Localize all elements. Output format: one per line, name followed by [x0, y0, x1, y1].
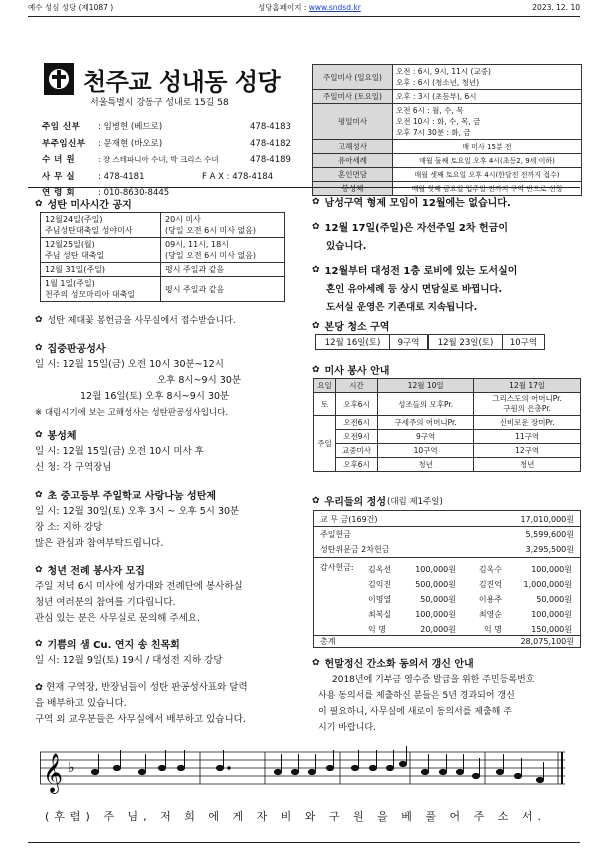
service-team: 10구역 [378, 444, 474, 458]
offering-label: 교 무 금(169건) [320, 515, 378, 524]
flat-sign-icon: ♭ [68, 760, 75, 776]
service-team-line: 그리스도의 어머니Pr. [492, 394, 562, 403]
donor-row [368, 592, 576, 607]
schedule-feast: 주님 성탄 대축일 [45, 251, 105, 260]
schedule-time: 09시, 11시, 18시 [165, 240, 229, 249]
donor-amount: 100,000원 [415, 610, 456, 619]
sunday-school-line: 일 시: 12월 30일(토) 오후 3시 ~ 오후 5시 30분 [35, 506, 240, 517]
service-header: 12월 10일 [378, 379, 474, 393]
note-head [91, 769, 98, 774]
schedule-feast: 천주의 성모마리아 대축일 [45, 290, 136, 299]
christmas-mass-section [35, 196, 300, 211]
bottom-rule [28, 842, 580, 843]
flower-icon: ✿ [312, 495, 320, 506]
service-team [474, 393, 581, 416]
donor-name: 김옥수 [478, 565, 502, 574]
altar-flower-note [35, 313, 300, 326]
volunteer-line: 관심 있는 분은 사무실로 문의해 주세요. [35, 613, 200, 624]
service-team: 신비로운 장미Pr. [474, 416, 581, 430]
penance-line: 12월 16일(토) 오후 8시~9시 30분 [80, 391, 230, 402]
calendar-line: 현재 구역장, 반장님들이 성탄 판공성사표와 달력 [46, 682, 248, 693]
notice-text: 혼인 유아세례 등 상시 면담실로 바뀝니다. [326, 284, 503, 295]
volunteer-line: 주일 저녁 6시 미사에 성가대와 전례단에 봉사하실 [35, 581, 243, 592]
header-divider [28, 187, 580, 188]
penance-title: 판공성사 [66, 344, 106, 355]
home-communion-label: 봉성체 [313, 182, 393, 196]
offering-subtitle: (대림 제1주일) [387, 496, 443, 507]
donor-row [368, 562, 576, 577]
note-head [369, 765, 376, 770]
staff-value: : 010-8630-8445 [98, 188, 170, 198]
service-header: 12월 17일 [474, 379, 581, 393]
right-notices [312, 194, 580, 313]
consent-line: 시기 바랍니다. [318, 723, 376, 733]
calendar-line: 을 배부하고 있습니다. [35, 698, 127, 709]
donor-name: 이용주 [478, 595, 502, 604]
infant-baptism-label: 유아세례 [313, 154, 393, 168]
cleaning-group: 9구역 [390, 335, 428, 350]
cleaning-group: 10구역 [503, 335, 545, 350]
note-head [496, 769, 503, 774]
donor-amount: 50,000원 [536, 595, 572, 604]
offering-total-amount: 28,075,100원 [520, 637, 574, 646]
offering-section [312, 493, 580, 508]
schedule-date-cell [41, 238, 161, 263]
christmas-schedule-table [40, 212, 285, 302]
saturday-mass-label: 주일미사 (토요일) [313, 90, 393, 104]
donor-name: 김옥선 [368, 565, 392, 574]
notice-text: 있습니다. [326, 241, 367, 252]
schedule-date-cell [41, 277, 161, 302]
sunday-mass-times [393, 65, 582, 90]
home-communion-section [35, 427, 300, 476]
service-team: 12구역 [474, 444, 581, 458]
treble-clef-icon: 𝄞 [43, 753, 64, 793]
homepage-label: 성당홈페이지 : [258, 2, 307, 12]
staff-label: 부주임신부 [42, 138, 86, 149]
schedule-time-cell [161, 238, 285, 263]
note-head [177, 765, 184, 770]
service-time: 오후6시 [336, 458, 378, 472]
communion-title: 봉성체 [47, 431, 77, 442]
penance-note: ※ 대림시기에 보는 고해성사는 성탄판공성사입니다. [35, 408, 229, 418]
flower-icon: ✿ [35, 429, 43, 440]
hymn-lyrics: (후렴) 주 님, 저 희 에 게 자 비 와 구 원 을 베 풀 어 주 소 서. [45, 810, 547, 823]
top-bar [28, 0, 580, 14]
flower-icon: ✿ [35, 198, 43, 209]
penance-title-prefix: 집중 [47, 344, 67, 355]
communion-line: 신 청: 각 구역장님 [35, 462, 112, 473]
offering-divider [314, 557, 580, 558]
donor-amount: 20,000원 [420, 625, 456, 634]
sunday-school-title: 초 중고등부 주일학교 사랑나눔 성탄제 [47, 491, 217, 502]
staff-row [42, 136, 304, 153]
offering-amount: 17,010,000원 [520, 515, 574, 524]
donor-name: 김익진 [368, 580, 392, 589]
church-logo-icon [43, 62, 75, 96]
consent-line: 2018년에 기부금 영수증 발급을 위한 주민등록번호 [332, 675, 535, 685]
cleaning-date: 12월 23일(토) [429, 335, 503, 350]
calendar-section [35, 680, 300, 728]
joy-gathering-section [35, 636, 300, 669]
staff-label: 연 령 회 [42, 188, 76, 198]
consent-line: 이 필요하니, 사무실에 새로이 동의서를 제출해 주 [318, 707, 512, 717]
offering-total-label: 총계 [320, 637, 336, 646]
flower-icon: ✿ [312, 196, 320, 207]
staff-list [42, 119, 304, 202]
weekday-mass-label: 평일미사 [313, 104, 393, 140]
service-header: 시간 [336, 379, 378, 393]
flower-icon: ✿ [312, 221, 320, 232]
note-head [326, 765, 333, 770]
service-day: 토 [314, 393, 336, 416]
service-time: 오전9시 [336, 430, 378, 444]
service-day: 주일 [314, 416, 336, 472]
schedule-date-cell [41, 213, 161, 238]
notice-text: 12월 17일(주일)은 자선주일 2차 헌금이 [324, 223, 508, 234]
staff-tel: 478-4182 [250, 138, 291, 149]
flower-icon: ✿ [35, 314, 43, 325]
communion-line: 일 시: 12월 15일(금) 오전 10시 미사 후 [35, 446, 204, 457]
staff-value: : 문재현 (바오로) [98, 138, 163, 149]
staff-value: : 임병헌 (베드로) [98, 122, 163, 132]
donor-amount: 50,000원 [420, 595, 456, 604]
staff-tel: 478-4189 [250, 155, 291, 165]
music-staff [40, 744, 565, 794]
service-header: 요일 [314, 379, 336, 393]
flower-icon: ✿ [35, 638, 43, 649]
schedule-time: 20시 미사 [165, 215, 201, 224]
offering-label: 성탄위문금 2차헌금 [320, 545, 390, 554]
note-head [216, 765, 223, 770]
infant-baptism-value: 매월 둘째 토요일 오후 4시(초등2, 9세 이하) [393, 154, 582, 168]
service-team: 청년 [378, 458, 474, 472]
altar-flower-text: 성탄 제대꽃 봉헌금을 사무실에서 접수받습니다. [47, 316, 236, 326]
homepage-link[interactable]: www.sndsd.kr [308, 2, 361, 12]
donor-amount: 100,000원 [531, 565, 572, 574]
notice-text: 남성구역 형제 모임이 12월에는 없습니다. [324, 198, 511, 209]
joy-line: 일 시: 12월 9일(토) 19시 / 대성전 지하 강당 [35, 655, 223, 666]
cleaning-date: 12월 16일(토) [316, 335, 390, 350]
schedule-date-cell: 12월 31일(주일) [41, 263, 161, 277]
staff-row [42, 119, 304, 136]
sunday-mass-label: 주일미사 (일요일) [313, 65, 393, 90]
donor-amount: 100,000원 [531, 610, 572, 619]
service-team: 9구역 [378, 430, 474, 444]
note-head [472, 773, 479, 778]
service-team: 성조들의 모후Pr. [378, 393, 474, 416]
confession-value: 매 미사 15분 전 [393, 140, 582, 154]
note-head [274, 769, 281, 774]
donor-amount: 150,000원 [531, 625, 572, 634]
schedule-time-cell: 평시 주일과 같음 [161, 277, 285, 302]
note-head [386, 765, 393, 770]
staff-tel: 478-4183 [250, 122, 291, 132]
section-title [35, 196, 300, 211]
consent-section [312, 655, 580, 736]
cleaning-table [315, 334, 545, 350]
offering-amount: 3,295,500원 [525, 545, 574, 554]
flower-icon: ✿ [312, 364, 320, 375]
staff-value: : 장 스테파니아 수녀, 박 크리스 수녀 [98, 155, 219, 164]
weekday-mass-line: 오전 10시 : 화, 수, 목, 금 [396, 117, 481, 126]
volunteer-title: 청년 전례 봉사자 모집 [47, 566, 145, 577]
donor-label: 감사헌금: [320, 563, 354, 572]
staff-row [42, 169, 304, 186]
home-communion-value: 매월 첫째 금요일 입주일 전까지 구역 반으로 신청 [393, 182, 582, 196]
homepage-info [258, 2, 361, 13]
christmas-title: 성탄 미사시간 공지 [47, 200, 132, 211]
staff-label: 사 무 실 [42, 171, 76, 182]
schedule-note: (당일 오전 6시 미사 없음) [165, 226, 257, 235]
schedule-note: (당일 오전 6시 미사 없음) [165, 251, 257, 260]
staff-value: : 478-4181 [98, 171, 145, 182]
staff-row [42, 152, 304, 169]
music-notes [91, 746, 543, 783]
donor-amount: 500,000원 [415, 580, 456, 589]
saturday-mass-times: 오후 : 3시 (초등부), 6시 [393, 90, 582, 104]
top-rule [28, 16, 580, 17]
donor-name: 최복실 [368, 610, 392, 619]
flower-icon: ✿ [35, 564, 43, 575]
offering-amount: 5,599,600원 [525, 530, 574, 539]
weekday-mass-line: 오후 7시 30분 : 화, 금 [396, 128, 471, 137]
donor-list [368, 562, 576, 637]
schedule-date: 12월25일(월) [45, 240, 95, 249]
sunday-school-section [35, 487, 300, 552]
schedule-time-cell [161, 213, 285, 238]
donor-name: 익 명 [484, 625, 502, 634]
confession-label: 고해성사 [313, 140, 393, 154]
note-head [536, 777, 543, 782]
service-team: 청년 [474, 458, 581, 472]
note-head [439, 769, 446, 774]
donor-name: 김진억 [478, 580, 502, 589]
sunday-school-line: 장 소: 지하 강당 [35, 522, 103, 533]
cleaning-title: 본당 청소 구역 [324, 322, 390, 333]
note-head [308, 769, 315, 774]
notice-text: 도서실 운영은 기존대로 지속됩니다. [326, 302, 478, 313]
church-title: 천주교 성내동 성당 [83, 68, 281, 96]
weekday-mass-line: 오전 6시 : 월, 수, 목 [396, 106, 464, 115]
schedule-feast: 주님성탄대축일 성야미사 [45, 226, 133, 235]
note-head [113, 765, 120, 770]
note-head [351, 765, 358, 770]
marriage-interview-value: 매월 셋째 토요일 오후 4시(한달전 전까지 접수) [393, 168, 582, 182]
flower-icon: ✿ [312, 657, 320, 668]
staff-fax: F A X : 478-4184 [202, 171, 274, 182]
donor-row [368, 607, 576, 622]
service-time: 오후6시 [336, 393, 378, 416]
cleaning-section [312, 318, 580, 333]
service-title: 미사 봉사 안내 [324, 366, 390, 377]
church-address: 서울특별시 강동구 성내로 15길 58 [90, 98, 229, 108]
donor-row [368, 577, 576, 592]
donor-amount: 100,000원 [415, 565, 456, 574]
service-time: 교중미사 [336, 444, 378, 458]
penance-line: 일 시: 12월 15일(금) 오전 10시 30분~12시 [35, 359, 224, 370]
penance-line: 오후 8시~9시 30분 [157, 375, 242, 386]
service-team-line: 구원의 은총Pr. [503, 404, 552, 413]
schedule-date: 12월24일(주일) [45, 215, 103, 224]
note-head [291, 769, 298, 774]
penance-section [35, 340, 300, 421]
flower-icon: ✿ [312, 320, 320, 331]
service-team: 구세주의 어머니Pr. [378, 416, 474, 430]
flower-icon: ✿ [35, 342, 43, 353]
consent-title: 헌말정신 간소화 동의서 갱신 안내 [324, 659, 474, 670]
header [35, 62, 305, 112]
schedule-time-cell: 평시 주일과 같음 [161, 263, 285, 277]
note-head [514, 773, 521, 778]
donor-name: 이명열 [368, 595, 392, 604]
flower-icon: ✿ [35, 682, 43, 693]
sunday-mass-line: 오후 : 6시 (청소년, 청년) [396, 78, 480, 87]
offering-box [313, 510, 581, 648]
volunteer-line: 청년 여러분의 참여를 기다립니다. [35, 597, 176, 608]
note-head [456, 769, 463, 774]
offering-label: 주일헌금 [320, 530, 351, 539]
staff-label: 주임 신부 [42, 122, 81, 132]
volunteer-section [35, 562, 300, 627]
staff-label: 수 녀 원 [42, 155, 76, 165]
consent-line: 사용 동의서를 제출하신 분들은 5년 경과되어 갱신 [318, 691, 515, 701]
note-head [138, 769, 145, 774]
service-time: 오전6시 [336, 416, 378, 430]
sunday-school-line: 많은 관심과 참여부탁드립니다. [35, 538, 164, 549]
service-section [312, 362, 580, 377]
donor-name: 최영순 [478, 610, 502, 619]
sunday-mass-line: 오전 : 6시, 9시, 11시 (교중) [396, 67, 491, 76]
calendar-line: 구역 외 교우분들은 사무실에서 배부하고 있습니다. [35, 714, 246, 725]
note-head [399, 761, 406, 766]
donor-name: 익 명 [368, 625, 386, 634]
offering-title: 우리들의 정성 [324, 497, 386, 508]
bulletin-date: 2023. 12. 10 [532, 2, 580, 12]
donor-amount: 1,000,000원 [523, 580, 572, 589]
joy-title: 기쁨의 샘 Cu. 연지 송 친목회 [47, 640, 180, 651]
bulletin-issue: 예수 성심 성당 (제1087 ) [28, 2, 114, 12]
flower-icon: ✿ [35, 489, 43, 500]
flower-icon: ✿ [312, 264, 320, 275]
notice-text: 12월부터 대성전 1층 로비에 있는 도서실이 [324, 266, 518, 277]
offering-divider [314, 526, 580, 527]
weekday-mass-times [393, 104, 582, 140]
mass-schedule-table [312, 64, 582, 196]
service-team: 11구역 [474, 430, 581, 444]
marriage-interview-label: 혼인면담 [313, 168, 393, 182]
note-head [421, 769, 428, 774]
service-table [313, 378, 581, 472]
schedule-date: 1월 1일(주일) [45, 279, 95, 288]
note-head [158, 765, 165, 770]
